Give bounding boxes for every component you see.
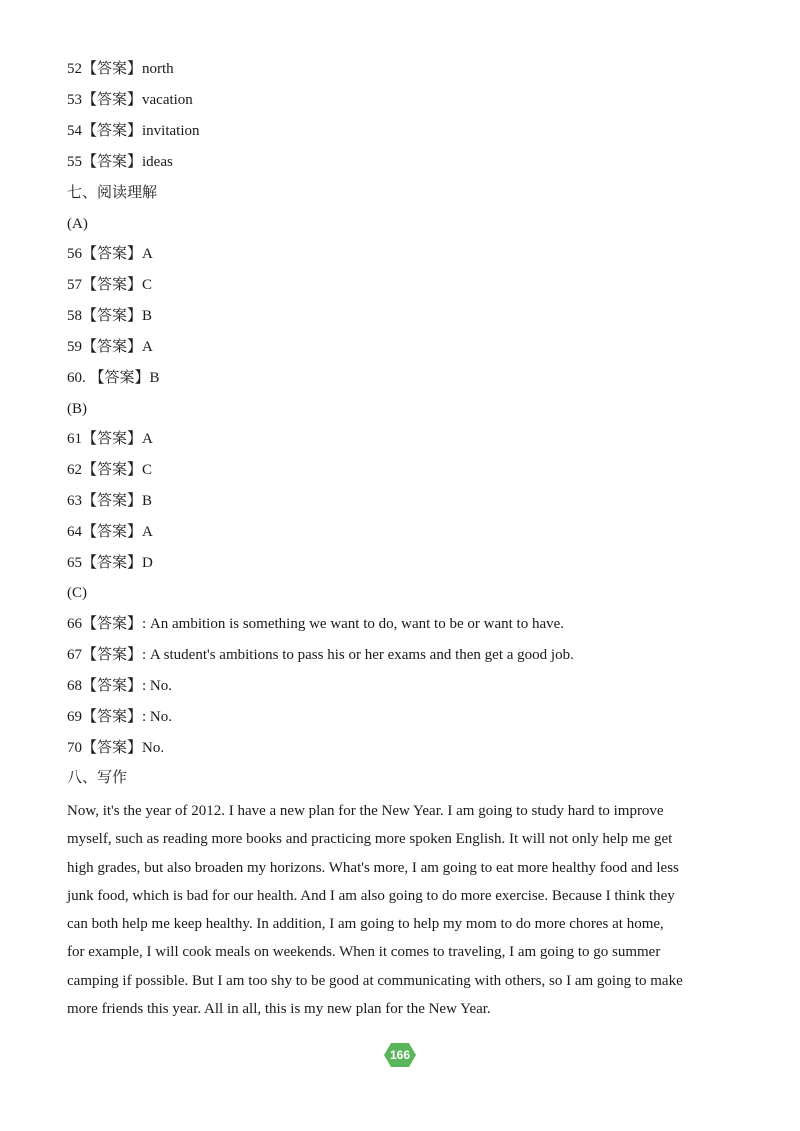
essay-line: can both help me keep healthy. In addition, I am going to help my mom to do more chores at home, (67, 916, 664, 933)
essay-paragraph (67, 797, 737, 1023)
answer-63: 63【答案】B (67, 493, 153, 509)
answer-57: 57【答案】C (67, 277, 153, 293)
subsection-b: (B) (67, 401, 87, 417)
answer-53: 53【答案】vacation (67, 92, 193, 108)
answer-52: 52【答案】north (67, 61, 174, 77)
essay-line: more friends this year. All in all, this is my new plan for the New Year. (67, 1001, 491, 1018)
page-number: 166 (389, 1048, 411, 1062)
answer-61: 61【答案】A (67, 431, 153, 447)
essay-line: junk food, which is bad for our health. And I am also going to do more exercise. Because I think they (67, 887, 675, 904)
answer-64: 64【答案】A (67, 524, 153, 540)
answer-66: 66【答案】: An ambition is something we want to do, want to be or want to have. (67, 616, 565, 632)
answer-60: 60. 【答案】B (67, 370, 160, 386)
essay-line: for example, I will cook meals on weekends. When it comes to traveling, I am going to go summer (67, 944, 661, 961)
answer-55: 55【答案】ideas (67, 154, 173, 170)
answer-62: 62【答案】C (67, 462, 153, 478)
answer-68: 68【答案】: No. (67, 678, 173, 694)
section-heading-writing: 八、写作 (67, 770, 128, 786)
answer-69: 69【答案】: No. (67, 709, 173, 725)
answer-56: 56【答案】A (67, 246, 153, 262)
answer-70: 70【答案】No. (67, 740, 165, 756)
answer-67: 67【答案】: A student's ambitions to pass his or her exams and then get a good job. (67, 647, 574, 663)
essay-line: camping if possible. But I am too shy to be good at communicating with others, so I am going to make (67, 972, 683, 989)
subsection-a: (A) (67, 216, 88, 232)
answer-59: 59【答案】A (67, 339, 153, 355)
answer-54: 54【答案】invitation (67, 123, 200, 139)
subsection-c: (C) (67, 585, 87, 601)
answer-65: 65【答案】D (67, 555, 153, 571)
essay-line: Now, it's the year of 2012. I have a new plan for the New Year. I am going to study hard to improve (67, 803, 664, 819)
essay-line: myself, such as reading more books and practicing more spoken English. It will not only help me get (67, 831, 673, 848)
answer-58: 58【答案】B (67, 308, 153, 324)
section-heading-reading: 七、阅读理解 (67, 185, 158, 201)
essay-line: high grades, but also broaden my horizons. What's more, I am going to eat more healthy food and less (67, 859, 679, 876)
page-number-badge (383, 1042, 417, 1068)
